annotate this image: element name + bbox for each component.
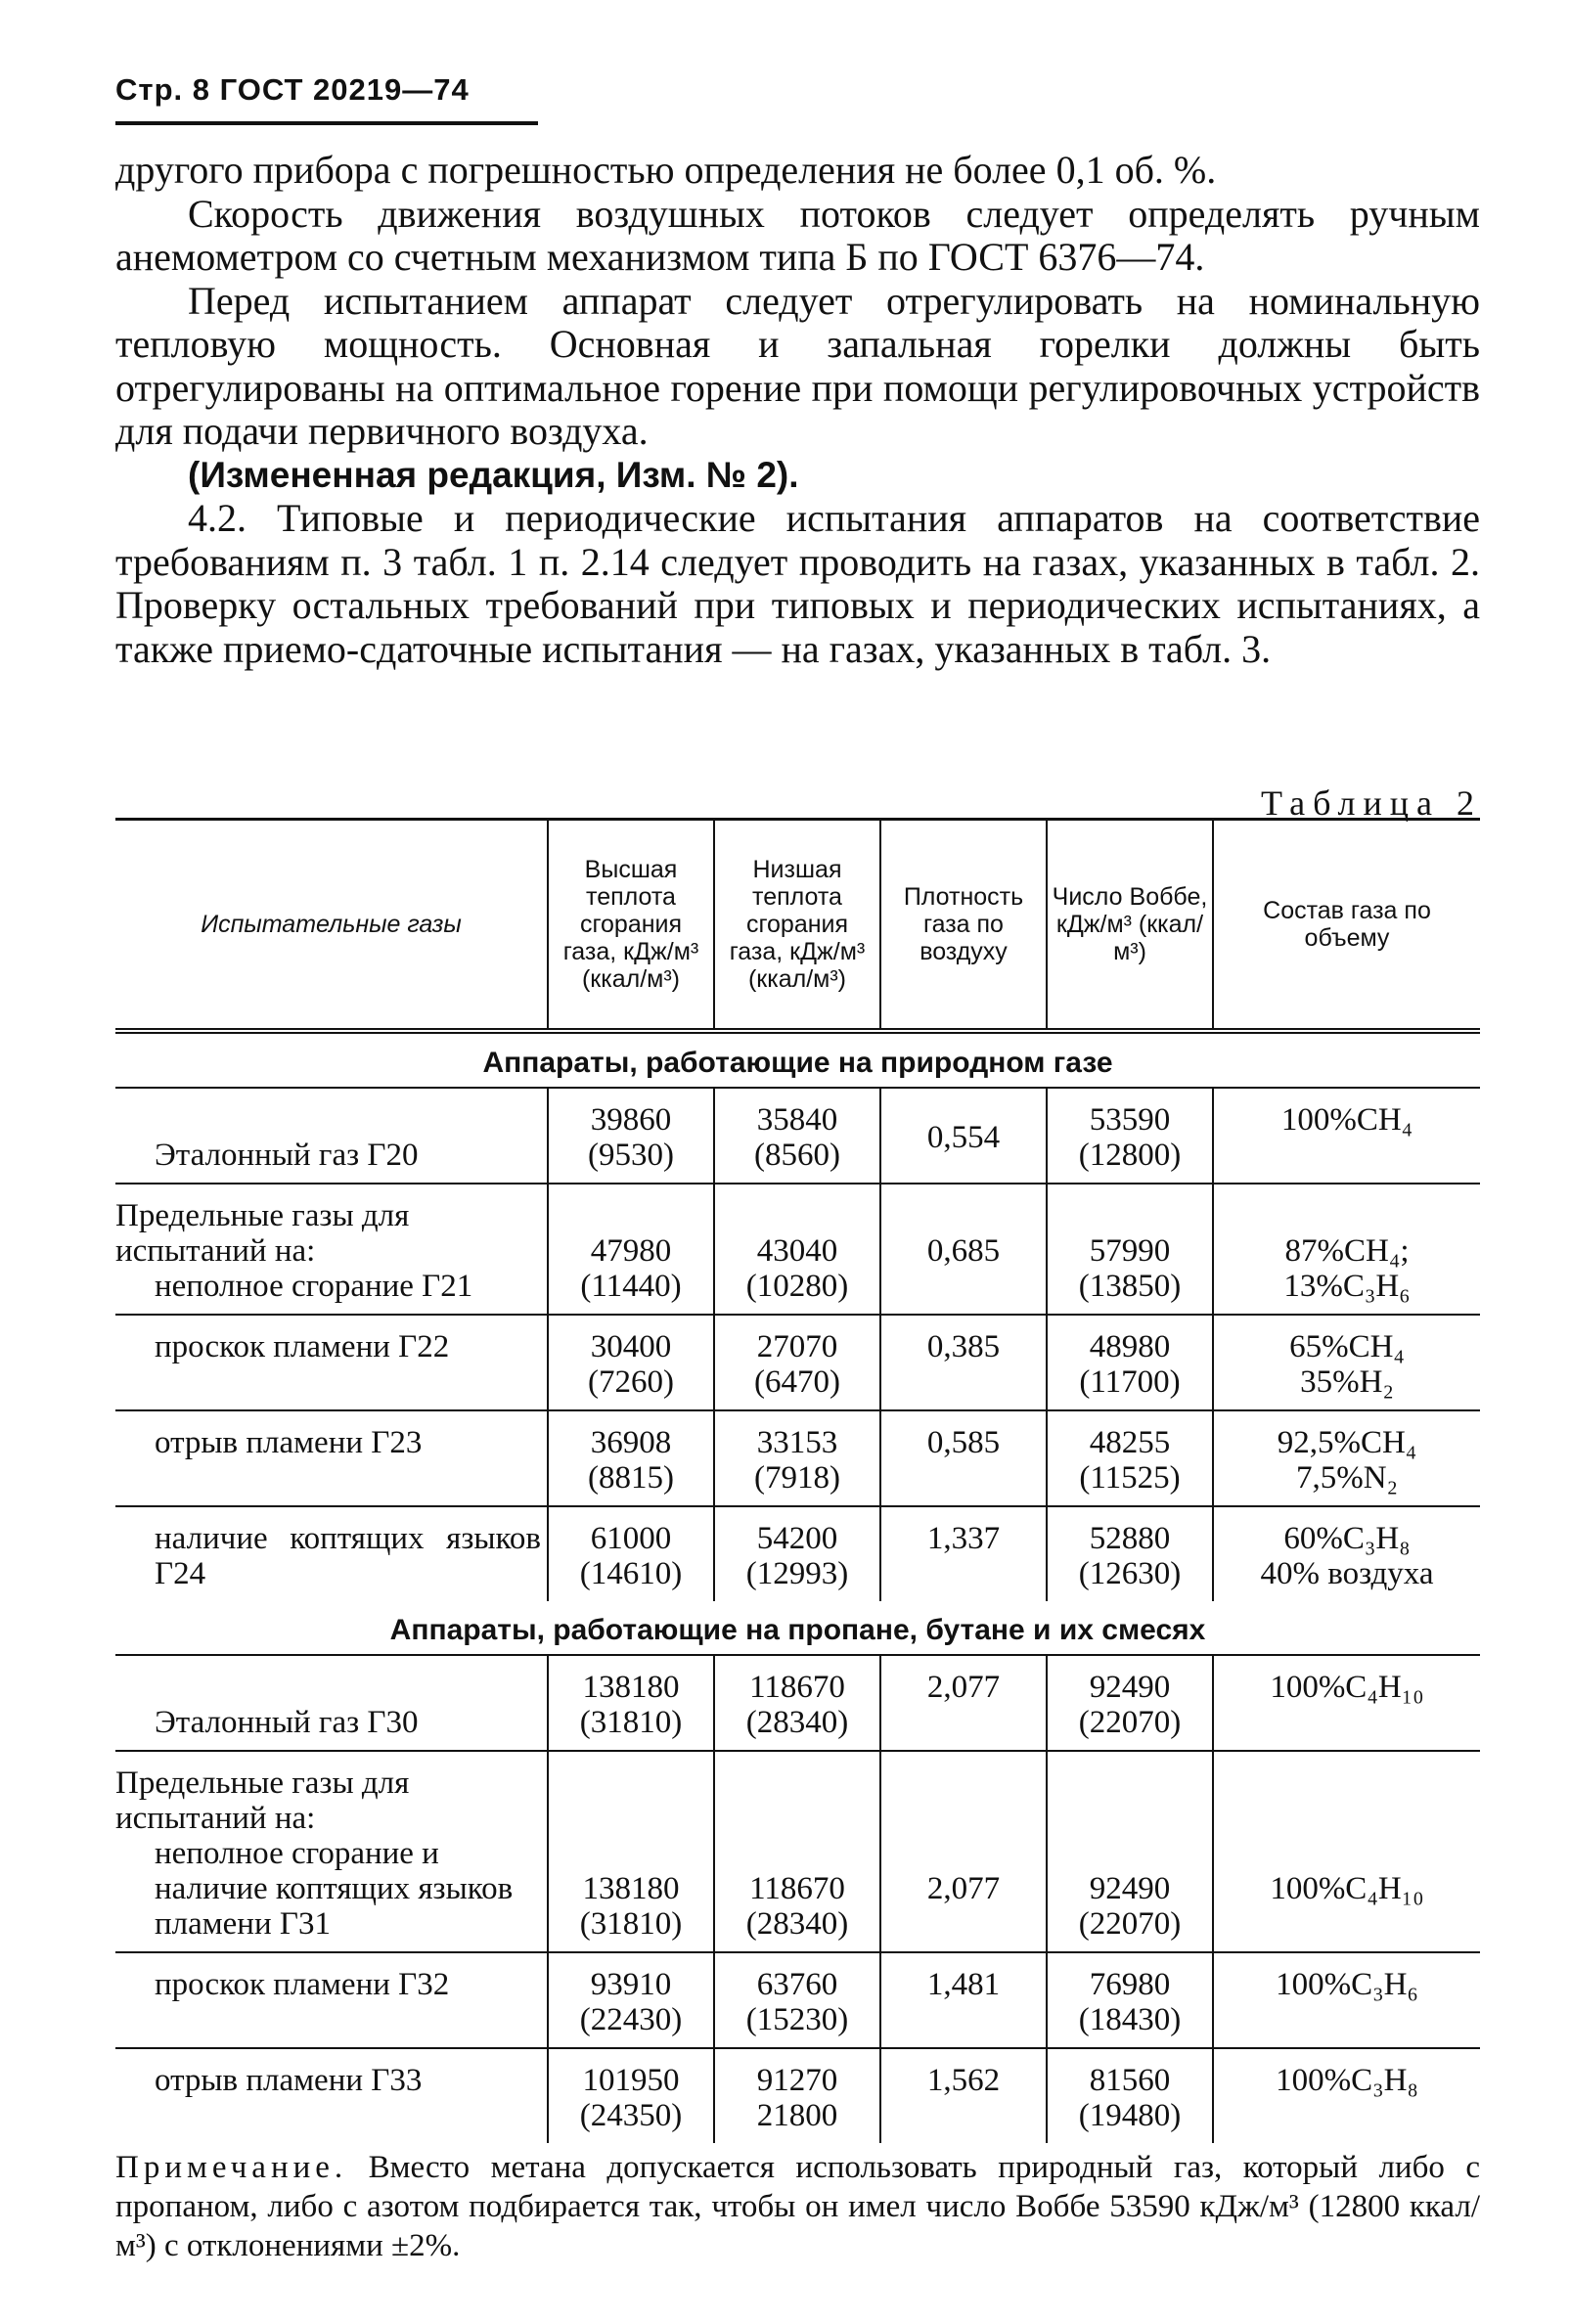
composition: 100%C₄H₁₀ — [1213, 1655, 1480, 1751]
higher-heat-kj: 47980 — [590, 1233, 672, 1269]
paragraph-3: Перед испытанием аппарат следует отрегулировать на номинальную тепловую мощность. Основная и запальная горелки должны быть отрегулированы на оптимальное горение при помощи регулировочных устройств для подачи первичного воздуха. — [115, 278, 1480, 453]
header-lower-heat: Низшая теплота сгорания газа, кДж/м³ (ккал/м³) — [714, 820, 880, 1032]
higher-heat-kj: 101950 — [582, 2063, 680, 2098]
lower-heat-kcal: (15230) — [745, 2002, 849, 2037]
paragraph-1: другого прибора с погрешностью определения не более 0,1 об. %. — [115, 148, 1217, 192]
table-note — [115, 2148, 1480, 2265]
table-row-g23 — [115, 1410, 1480, 1506]
wobbe-kcal: (22070) — [1078, 1906, 1182, 1942]
paragraph-2: Скорость движения воздушных потоков следует определять ручным анемометром со счетным механизмом типа Б по ГОСТ 6376—74. — [115, 191, 1480, 279]
table-row-g32 — [115, 1952, 1480, 2048]
wobbe-kj: 81560 — [1089, 2063, 1171, 2098]
density-value: 0,554 — [880, 1088, 1047, 1184]
header-test-gases: Испытательные газы — [201, 911, 462, 938]
higher-heat-kcal: (11440) — [580, 1269, 682, 1304]
table-row-g30 — [115, 1655, 1480, 1751]
wobbe-kj: 52880 — [1089, 1521, 1171, 1556]
table-row-g24 — [115, 1506, 1480, 1601]
wobbe-kcal: (13850) — [1078, 1269, 1182, 1304]
table-row-g33 — [115, 2048, 1480, 2143]
gas-name: Эталонный газ Г20 — [155, 1138, 419, 1173]
wobbe-kj: 53590 — [1089, 1102, 1171, 1138]
composition: 100%C₃H₆ — [1213, 1952, 1480, 2048]
table-row-g21 — [115, 1184, 1480, 1315]
page-header: Стр. 8 ГОСТ 20219—74 — [115, 72, 470, 107]
section-propane-butane: Аппараты, работающие на пропане, бутане и их смесях — [389, 1614, 1206, 1646]
lower-heat-kj: 118670 — [749, 1871, 845, 1906]
higher-heat-kcal: (24350) — [579, 2098, 683, 2133]
gas-name: отрыв пламени Г33 — [155, 2063, 423, 2098]
lower-heat-kj: 43040 — [756, 1233, 838, 1269]
wobbe-kj: 76980 — [1089, 1967, 1171, 2002]
higher-heat-kcal: (31810) — [579, 1906, 683, 1942]
density-value: 1,337 — [880, 1506, 1047, 1601]
lower-heat-kcal: (10280) — [745, 1269, 849, 1304]
wobbe-kcal: (22070) — [1078, 1705, 1182, 1740]
gas-name: неполное сгорание Г21 — [155, 1269, 473, 1304]
section-row — [115, 1601, 1480, 1655]
table-row-g31 — [115, 1751, 1480, 1952]
lower-heat-kcal: (8560) — [754, 1138, 840, 1173]
wobbe-kcal: (11700) — [1079, 1364, 1181, 1400]
higher-heat-kcal: (31810) — [579, 1705, 683, 1740]
amendment-note: (Измененная редакция, Изм. № 2). — [188, 454, 799, 495]
header-rule — [115, 121, 538, 125]
lower-heat-kj: 63760 — [756, 1967, 838, 2002]
section-row — [115, 1031, 1480, 1088]
lower-heat-kcal: (28340) — [745, 1906, 849, 1942]
higher-heat-kcal: (8815) — [588, 1460, 674, 1496]
composition-2: 40% воздуха — [1260, 1556, 1434, 1591]
higher-heat-kj: 138180 — [582, 1871, 680, 1906]
density-value: 0,585 — [880, 1410, 1047, 1506]
wobbe-kj: 48980 — [1089, 1329, 1171, 1364]
table-row-g20 — [115, 1088, 1480, 1184]
composition-2: 13%C₃H₆ — [1283, 1269, 1411, 1304]
table-row-g22 — [115, 1315, 1480, 1410]
lower-heat-kj: 91270 — [756, 2063, 838, 2098]
density-value: 2,077 — [880, 1751, 1047, 1952]
header-composition: Состав газа по объему — [1213, 820, 1480, 1032]
composition: 100%C₃H₈ — [1213, 2048, 1480, 2143]
wobbe-kcal: (12630) — [1078, 1556, 1182, 1591]
wobbe-kcal: (19480) — [1078, 2098, 1182, 2133]
wobbe-kj: 48255 — [1089, 1425, 1171, 1460]
density-value: 1,562 — [880, 2048, 1047, 2143]
wobbe-kj: 92490 — [1089, 1871, 1171, 1906]
table-header-row — [115, 820, 1480, 1032]
gas-group-label: Предельные газы для испытаний на: — [115, 1198, 410, 1269]
composition-1: 60%C₃H₈ — [1283, 1521, 1411, 1556]
wobbe-kj: 92490 — [1089, 1670, 1171, 1705]
higher-heat-kcal: (14610) — [579, 1556, 683, 1591]
lower-heat-kj: 54200 — [756, 1521, 838, 1556]
composition-1: 92,5%CH₄ — [1277, 1425, 1417, 1460]
lower-heat-kj: 35840 — [756, 1102, 838, 1138]
higher-heat-kj: 93910 — [590, 1967, 672, 2002]
table-caption: Таблица 2 — [1261, 783, 1482, 823]
lower-heat-kcal: (12993) — [745, 1556, 849, 1591]
composition-2: 35%H₂ — [1300, 1364, 1394, 1400]
gas-name: неполное сгорание и наличие коптящих языков пламени Г31 — [155, 1836, 514, 1942]
higher-heat-kj: 138180 — [582, 1670, 680, 1705]
composition-1: 65%CH₄ — [1289, 1329, 1405, 1364]
note-label: Примечание. — [115, 2150, 348, 2185]
higher-heat-kj: 36908 — [590, 1425, 672, 1460]
wobbe-kcal: (11525) — [1079, 1460, 1181, 1496]
gas-group-label: Предельные газы для испытаний на: — [115, 1765, 410, 1836]
composition: 100%CH₄ — [1213, 1088, 1480, 1184]
body-text — [115, 149, 1480, 671]
wobbe-kcal: (12800) — [1078, 1138, 1182, 1173]
composition-2: 7,5%N₂ — [1295, 1460, 1399, 1496]
composition: 100%C₄H₁₀ — [1213, 1751, 1480, 1952]
density-value: 1,481 — [880, 1952, 1047, 2048]
composition-1: 87%CH₄; — [1284, 1233, 1410, 1269]
paragraph-4-2: 4.2. Типовые и периодические испытания аппаратов на соответствие требованиям п. 3 табл. 1 п. 2.14 следует проводить на газах, указанных в табл. 2. Проверку остальных требований при типовых и периодических испытаниях, а также приемо-сдаточные испытания — на газах, указанных в табл. 3. — [115, 496, 1480, 671]
wobbe-kj: 57990 — [1089, 1233, 1171, 1269]
lower-heat-kcal: (6470) — [754, 1364, 840, 1400]
density-value: 2,077 — [880, 1655, 1047, 1751]
lower-heat-kj: 27070 — [756, 1329, 838, 1364]
header-wobbe: Число Воббе, кДж/м³ (ккал/м³) — [1047, 820, 1213, 1032]
lower-heat-kj: 118670 — [749, 1670, 845, 1705]
header-density: Плотность газа по воздуху — [880, 820, 1047, 1032]
higher-heat-kj: 30400 — [590, 1329, 672, 1364]
gas-name: проскок пламени Г22 — [155, 1329, 450, 1364]
density-value: 0,685 — [880, 1184, 1047, 1315]
lower-heat-kcal: (7918) — [754, 1460, 840, 1496]
note-text: Вместо метана допускается использовать природный газ, который либо с пропаном, либо с азотом подбирается так, чтобы он имел число Воббе 53590 кДж/м³ (12800 ккал/м³) с отклонениями ±2%. — [115, 2150, 1480, 2263]
density-value: 0,385 — [880, 1315, 1047, 1410]
gas-name: наличие коптящих языков Г24 — [155, 1521, 541, 1591]
section-natural-gas: Аппараты, работающие на природном газе — [115, 1031, 1480, 1088]
lower-heat-kcal: 21800 — [756, 2098, 838, 2133]
higher-heat-kj: 39860 — [590, 1102, 672, 1138]
test-gases-table — [115, 818, 1480, 2143]
lower-heat-kcal: (28340) — [745, 1705, 849, 1740]
gas-name: Эталонный газ Г30 — [155, 1705, 419, 1740]
higher-heat-kcal: (22430) — [579, 2002, 683, 2037]
lower-heat-kj: 33153 — [756, 1425, 838, 1460]
gas-name: проскок пламени Г32 — [155, 1967, 450, 2002]
wobbe-kcal: (18430) — [1078, 2002, 1182, 2037]
gas-name: отрыв пламени Г23 — [155, 1425, 423, 1460]
higher-heat-kcal: (9530) — [588, 1138, 674, 1173]
higher-heat-kcal: (7260) — [588, 1364, 674, 1400]
higher-heat-kj: 61000 — [590, 1521, 672, 1556]
header-higher-heat: Высшая теплота сгорания газа, кДж/м³ (ккал/м³) — [548, 820, 714, 1032]
